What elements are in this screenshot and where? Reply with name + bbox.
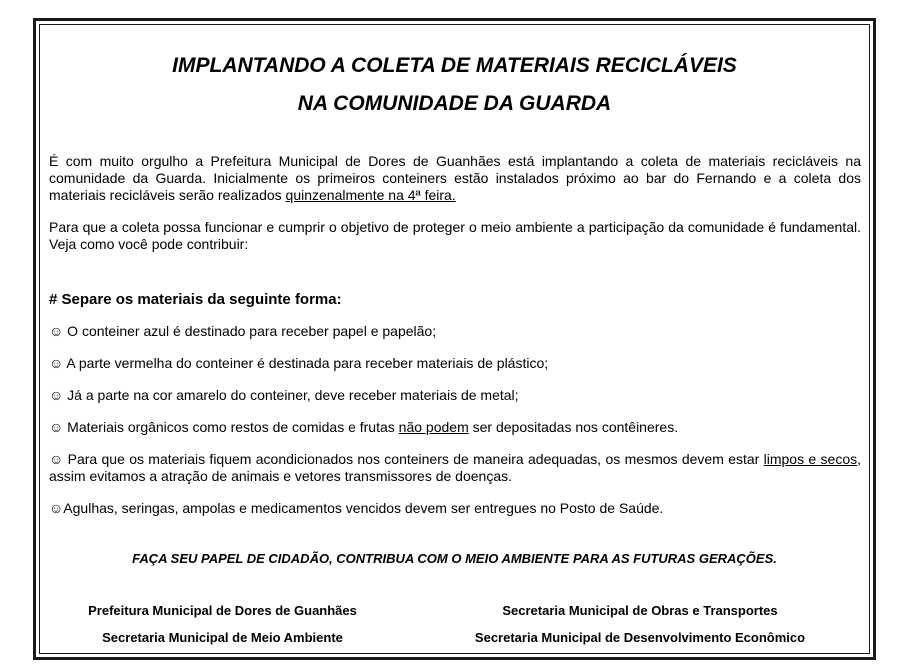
signature-meio-ambiente: Secretaria Municipal de Meio Ambiente: [102, 630, 343, 645]
collection-schedule: quinzenalmente na 4ª feira.: [285, 187, 456, 203]
instruction-item-6-text: Agulhas, seringas, ampolas e medicamentos vencidos devem ser entregues no Posto de Saúde.: [63, 500, 664, 516]
instruction-item-5-text-a: Para que os materiais fiquem acondicionados nos conteiners de maneira adequadas, os mesmos devem estar: [63, 451, 764, 467]
smiley-icon: ☺: [49, 451, 64, 467]
instruction-item-5: [49, 451, 861, 485]
instruction-item-1-text: O conteiner azul é destinado para receber papel e papelão;: [63, 323, 437, 339]
signature-obras-transportes: Secretaria Municipal de Obras e Transportes: [502, 603, 778, 618]
instruction-item-6: [49, 500, 861, 517]
instruction-item-4-text-a: Materiais orgânicos como restos de comidas e frutas: [63, 419, 399, 435]
instruction-item-5-emphasis: limpos e secos: [763, 451, 858, 467]
intro-paragraph-1: [49, 153, 861, 204]
document-border-inner: [39, 24, 870, 654]
signature-desenvolvimento-economico: Secretaria Municipal de Desenvolvimento Econômico: [474, 630, 806, 645]
signature-prefeitura: Prefeitura Municipal de Dores de Guanhães: [88, 603, 357, 618]
smiley-icon: ☺: [49, 419, 64, 435]
instruction-item-5-text-b: , assim evitamos a atração de animais e vetores transmissores de doenças.: [49, 451, 861, 484]
smiley-icon: ☺: [49, 387, 64, 403]
smiley-icon: ☺: [49, 323, 64, 339]
instructions-heading: # Separe os materiais da seguinte forma:: [49, 291, 342, 308]
intro-paragraph-1-text: É com muito orgulho a Prefeitura Municipal de Dores de Guanhães está implantando a coleta de materiais recicláveis na comunidade da Guarda. Inicialmente os primeiros conteiners estão instalados próximo ao bar do Fernando e a coleta dos materiais recicláveis serão realizados: [49, 153, 861, 203]
instruction-item-4-text-b: ser depositadas nos contêineres.: [468, 419, 679, 435]
instruction-item-4-emphasis: não podem: [398, 419, 469, 435]
instruction-item-2-text: A parte vermelha do conteiner é destinada para receber materiais de plástico;: [63, 355, 549, 371]
document-border-outer: [33, 18, 876, 660]
instruction-item-2: [49, 355, 861, 372]
instruction-item-3: [49, 387, 861, 404]
smiley-icon: ☺: [49, 355, 64, 371]
title-line-1: IMPLANTANDO A COLETA DE MATERIAIS RECICLÁVEIS: [172, 54, 737, 77]
slogan: FAÇA SEU PAPEL DE CIDADÃO, CONTRIBUA COM O MEIO AMBIENTE PARA AS FUTURAS GERAÇÕES.: [132, 551, 777, 566]
instruction-item-3-text: Já a parte na cor amarelo do conteiner, deve receber materiais de metal;: [63, 387, 519, 403]
smiley-icon: ☺: [49, 500, 64, 516]
instruction-item-4: [49, 419, 861, 436]
instruction-item-1: [49, 323, 861, 340]
title-line-2: NA COMUNIDADE DA GUARDA: [297, 92, 612, 115]
intro-paragraph-2: Para que a coleta possa funcionar e cumprir o objetivo de proteger o meio ambiente a participação da comunidade é fundamental. Veja como você pode contribuir:: [49, 219, 861, 252]
